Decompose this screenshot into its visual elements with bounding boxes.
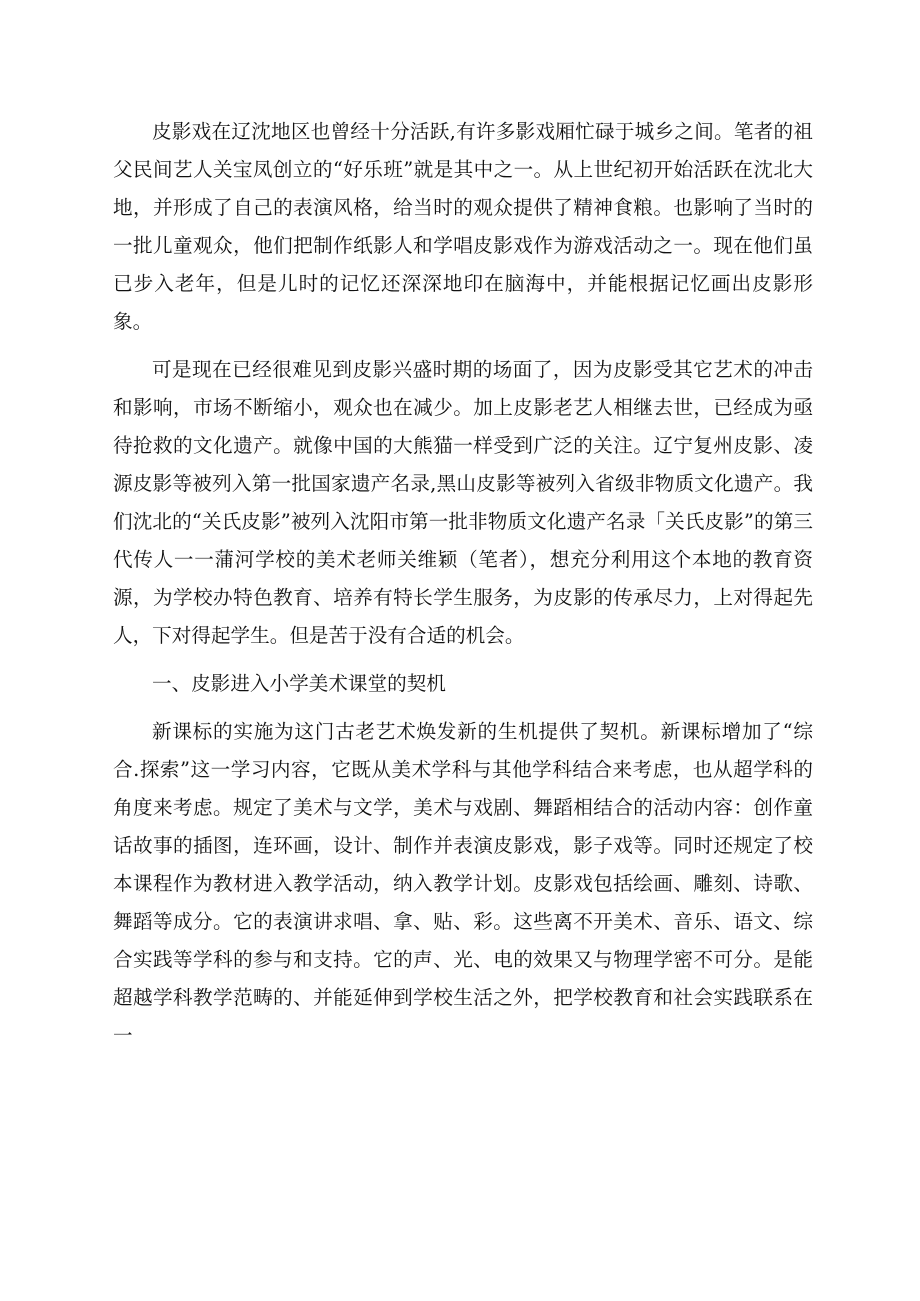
paragraph-1: 皮影戏在辽沈地区也曾经十分活跃,有许多影戏厢忙碌于城乡之间。笔者的祖父民间艺人关宝凤创立的“好乐班”就是其中之一。从上世纪初开始活跃在沈北大地，并形成了自己的表演风格，给当时的观众提供了精神食粮。也影响了当时的一批儿童观众，他们把制作纸影人和学唱皮影戏作为游戏活动之一。现在他们虽已步入老年，但是儿时的记忆还深深地印在脑海中，并能根据记忆画出皮影形象。 bbox=[113, 120, 813, 333]
document-body bbox=[113, 113, 813, 1065]
paragraph-2: 可是现在已经很难见到皮影兴盛时期的场面了，因为皮影受其它艺术的冲击和影响，市场不断缩小，观众也在减少。加上皮影老艺人相继去世，已经成为亟待抢救的文化遗产。就像中国的大熊猫一样受到广泛的关注。辽宁复州皮影、凌源皮影等被列入第一批国家遗产名录,黑山皮影等被列入省级非物质文化遗产。我们沈北的“关氏皮影”被列入沈阳市第一批非物质文化遗产名录「关氏皮影”的第三代传人一一蒲河学校的美术老师关维颖（笔者），想充分利用这个本地的教育资源，为学校办特色教育、培养有特长学生服务，为皮影的传承尽力，上对得起先人，下对得起学生。但是苦于没有合适的机会。 bbox=[113, 358, 813, 647]
paragraph-3: 新课标的实施为这门古老艺术焕发新的生机提供了契机。新课标增加了“综合.探索”这一学习内容，它既从美术学科与其他学科结合来考虑，也从超学科的角度来考虑。规定了美术与文学，美术与戏剧、舞蹈相结合的活动内容：创作童话故事的插图，连环画，设计、制作并表演皮影戏，影子戏等。同时还规定了校本课程作为教材进入教学活动，纳入教学计划。皮影戏包括绘画、雕刻、诗歌、舞蹈等成分。它的表演讲求唱、拿、贴、彩。这些离不开美术、音乐、语文、综合实践等学科的参与和支持。它的声、光、电的效果又与物理学密不可分。是能超越学科教学范畴的、并能延伸到学校生活之外，把学校教育和社会实践联系在一 bbox=[113, 720, 813, 1047]
section-heading: 一、皮影进入小学美术课堂的契机 bbox=[152, 672, 446, 695]
